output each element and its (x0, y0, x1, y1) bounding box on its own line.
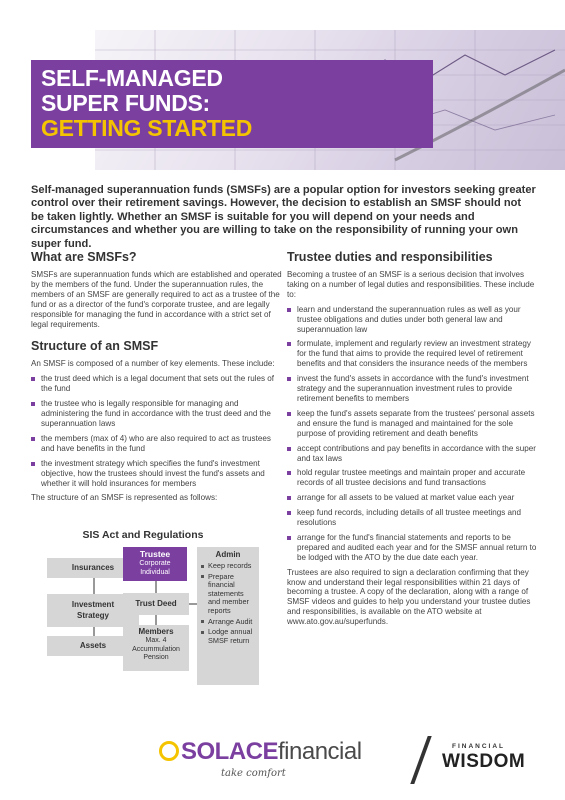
list-item: Keep records (201, 562, 255, 571)
left-column (31, 250, 283, 503)
divider-slash (410, 736, 431, 784)
structure-body: An SMSF is composed of a number of key elements. These include: (31, 359, 275, 369)
trustee-duties-heading: Trustee duties and responsibilities (287, 250, 493, 264)
financial-wisdom-logo: WISDOM (442, 751, 526, 772)
connector-line (155, 615, 157, 625)
list-item: Prepare financial statements and member reports (201, 573, 255, 616)
connector-line (155, 581, 157, 593)
title-line-1: SELF-MANAGED (41, 65, 223, 91)
assets-label: Assets (79, 641, 107, 650)
title-line-3: GETTING STARTED (41, 115, 253, 141)
admin-box (197, 547, 259, 685)
structure-list (31, 374, 283, 488)
trustee-box (123, 547, 187, 581)
list-item: the trust deed which is a legal document that sets out the rules of the fund (31, 374, 283, 394)
trustee-duties-list (287, 305, 539, 563)
list-item: Lodge annual SMSF return (201, 628, 255, 645)
trust-deed-box (123, 593, 189, 615)
members-max: Max. 4 (145, 637, 167, 644)
list-item: the members (max of 4) who are also required to act as trustees and have benefits in the fund (31, 434, 283, 454)
investment-label: Investment (71, 600, 115, 609)
trustee-corporate: Corporate (139, 560, 171, 567)
solace-suffix: financial (278, 738, 362, 765)
list-item: the trustee who is legally responsible for managing and administering the fund in accordance with the trust deed and the superannuation laws (31, 399, 283, 429)
members-label: Members (138, 627, 174, 636)
trustee-duties-body: Becoming a trustee of an SMSF is a serious decision that involves taking on a number of legal duties and responsibilities. These include to: (287, 270, 535, 299)
list-item: hold regular trustee meetings and maintain proper and accurate records of all trustee decisions and fund transactions (287, 468, 539, 488)
members-accumulation: Accummulation (132, 645, 180, 653)
list-item: keep fund records, including details of all trustee meetings and resolutions (287, 508, 539, 528)
insurances-label: Insurances (71, 563, 115, 572)
page-footer (0, 726, 565, 800)
list-item: the investment strategy which specifies the fund's investment objective, how the trustees should invest the fund's assets and whether it will hold insurances for members (31, 459, 283, 489)
trustee-label: Trustee (139, 549, 171, 559)
list-item: invest the fund's assets in accordance with the fund's investment strategy and the superannuation investment rules to provide retirement benefits to members (287, 374, 539, 404)
trustee-individual: Individual (140, 568, 170, 576)
strategy-label: Strategy (76, 611, 109, 620)
list-item: formulate, implement and regularly review an investment strategy for the fund that aims to provide the required level of retirement benefits and that considers the insurance needs of the members (287, 339, 539, 369)
structure-heading: Structure of an SMSF (31, 339, 159, 354)
what-are-body: SMSFs are superannuation funds which are established and operated by the members of the fund. Under the superannuation rules, the members of an SMSF are generally required to act as a trustee of the fund or as a director of the fund's corporate trustee, and are legally responsible for managing the fund in accordance with a strict set of legal requirements. (31, 270, 282, 329)
connector-line (93, 627, 95, 636)
intro-paragraph: Self-managed superannuation funds (SMSFs) are a popular option for investors seeking greater control over their retirement savings. However, the decision to establish an SMSF should not be taken lightly. Whether an SMSF is suitable for you will depend on your needs and circumstances and whether you are willing to take on the responsibility of running your own super fund. (31, 184, 536, 250)
admin-list (201, 562, 255, 645)
title-banner (31, 60, 433, 148)
list-item: arrange for the fund's financial statements and reports to be prepared and audited each year and for the SMSF annual return to be lodged with the ATO by the due date each year. (287, 533, 539, 563)
list-item: arrange for all assets to be valued at market value each year (287, 493, 539, 503)
connector-line (189, 603, 197, 605)
list-item: accept contributions and pay benefits in accordance with the super and tax laws (287, 444, 539, 464)
solace-tagline: take comfort (221, 768, 286, 779)
page-header (0, 0, 565, 170)
right-column (287, 250, 539, 627)
members-box (123, 625, 189, 671)
list-item: learn and understand the superannuation rules as well as your trustee obligations and duties under both general law and superannuation law (287, 305, 539, 335)
solace-circle-icon (159, 741, 179, 761)
list-item: Arrange Audit (201, 618, 255, 627)
smsf-structure-diagram (31, 525, 283, 690)
trust-deed-label: Trust Deed (135, 599, 177, 608)
diagram-title: SIS Act and Regulations (82, 529, 204, 541)
solace-financial-logo (159, 738, 409, 788)
financial-wisdom-top: FINANCIAL (452, 743, 506, 750)
structure-closing: The structure of an SMSF is represented as follows: (31, 493, 218, 503)
solace-brand: SOLACE (181, 738, 279, 765)
title-line-2: SUPER FUNDS: (41, 90, 210, 116)
admin-label: Admin (215, 550, 241, 559)
members-pension: Pension (143, 654, 169, 661)
trustee-duties-closing: Trustees are also required to sign a declaration confirming that they know and understand their legal responsibilities within 21 days of becoming a trustee. A copy of the declaration, along with a range of SMSF videos and guides to help you understand your trustee duties and responsibilities, is available on the ATO website at www.ato.gov.au/superfunds. (287, 567, 531, 627)
what-are-heading: What are SMSFs? (31, 250, 137, 264)
list-item: keep the fund's assets separate from the trustees' personal assets and ensure the fund is managed and maintained for the sole purpose of providing retirement and death benefits (287, 409, 539, 439)
